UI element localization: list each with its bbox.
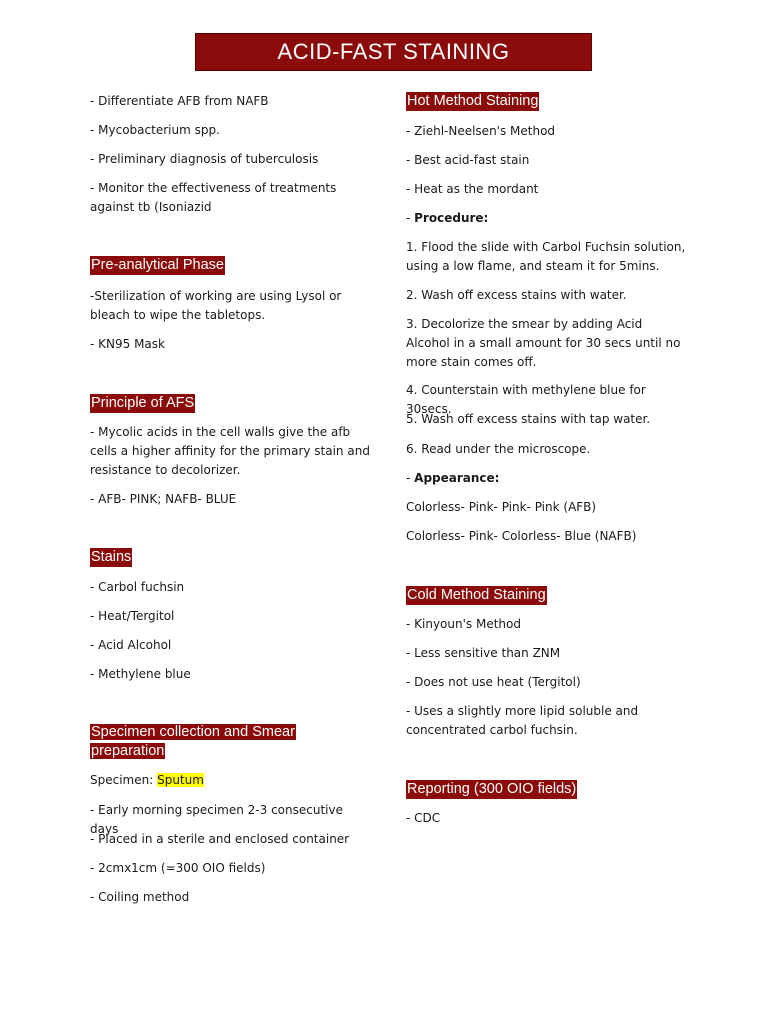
procedure-label-line — [406, 209, 686, 228]
specimen-line — [90, 771, 370, 790]
hot-method-item: - Heat as the mordant — [406, 182, 539, 196]
hot-method-item: - Ziehl-Neelsen's Method — [406, 124, 556, 138]
page-title-banner — [195, 33, 592, 71]
cold-method-item: - Kinyoun's Method — [406, 617, 521, 631]
specimen-label: Specimen: — [90, 773, 158, 787]
intro-item: - Differentiate AFB from NAFB — [90, 94, 269, 108]
page-title: ACID-FAST STAINING — [277, 39, 510, 64]
intro-item: - Preliminary diagnosis of tuberculosis — [90, 152, 319, 166]
specimen-heading: Specimen collection and Smear preparation — [91, 724, 295, 759]
intro-item: - Mycobacterium spp. — [90, 123, 220, 137]
pre-analytical-item: - KN95 Mask — [90, 337, 165, 351]
specimen-item: - 2cmx1cm (=300 OIO fields) — [90, 861, 266, 875]
appearance-label-line — [406, 469, 686, 488]
appearance-item: Colorless- Pink- Pink- Pink (AFB) — [406, 500, 597, 514]
principle-heading: Principle of AFS — [91, 395, 195, 411]
cold-method-item: - Uses a slightly more lipid soluble and concentrated carbol fuchsin. — [406, 704, 639, 737]
pre-analytical-item: -Sterilization of working are using Lysol or bleach to wipe the tabletops. — [90, 289, 342, 322]
procedure-prefix: - — [406, 211, 415, 225]
intro-item: - Monitor the effectiveness of treatments against tb (Isoniazid — [90, 181, 337, 214]
reporting-item: - CDC — [406, 811, 441, 825]
specimen-item: - Early morning specimen 2-3 consecutive days — [90, 803, 343, 836]
specimen-item: - Placed in a sterile and enclosed container — [90, 832, 350, 846]
stains-heading: Stains — [91, 549, 132, 565]
pre-analytical-heading: Pre-analytical Phase — [91, 257, 224, 273]
procedure-step: 5. Wash off excess stains with tap water. — [406, 412, 651, 426]
appearance-prefix: - — [406, 471, 415, 485]
specimen-item: - Coiling method — [90, 890, 190, 904]
cold-method-item: - Does not use heat (Tergitol) — [406, 675, 581, 689]
procedure-step: 4. Counterstain with methylene blue for 30secs. — [406, 383, 646, 416]
cold-method-item: - Less sensitive than ZNM — [406, 646, 561, 660]
principle-item: - AFB- PINK; NAFB- BLUE — [90, 492, 237, 506]
stain-item: - Methylene blue — [90, 667, 191, 681]
procedure-step: 6. Read under the microscope. — [406, 442, 591, 456]
specimen-heading-box — [90, 723, 330, 761]
stain-item: - Carbol fuchsin — [90, 580, 185, 594]
stain-item: - Acid Alcohol — [90, 638, 172, 652]
reporting-heading: Reporting (300 OIO fields) — [407, 781, 577, 797]
procedure-step: 3. Decolorize the smear by adding Acid Alcohol in a small amount for 30 secs until no more stain comes off. — [406, 317, 681, 369]
stain-item: - Heat/Tergitol — [90, 609, 175, 623]
appearance-label: Appearance: — [414, 471, 500, 485]
hot-method-heading: Hot Method Staining — [407, 93, 539, 109]
principle-item: - Mycolic acids in the cell walls give the afb cells a higher affinity for the primary stain and resistance to decolorizer. — [90, 425, 370, 477]
procedure-step: 2. Wash off excess stains with water. — [406, 288, 627, 302]
procedure-step: 1. Flood the slide with Carbol Fuchsin solution, using a low flame, and steam it for 5mins. — [406, 240, 686, 273]
appearance-item: Colorless- Pink- Colorless- Blue (NAFB) — [406, 529, 637, 543]
specimen-value: Sputum — [157, 773, 204, 787]
procedure-label: Procedure: — [414, 211, 489, 225]
hot-method-item: - Best acid-fast stain — [406, 153, 530, 167]
cold-method-heading: Cold Method Staining — [407, 587, 546, 603]
